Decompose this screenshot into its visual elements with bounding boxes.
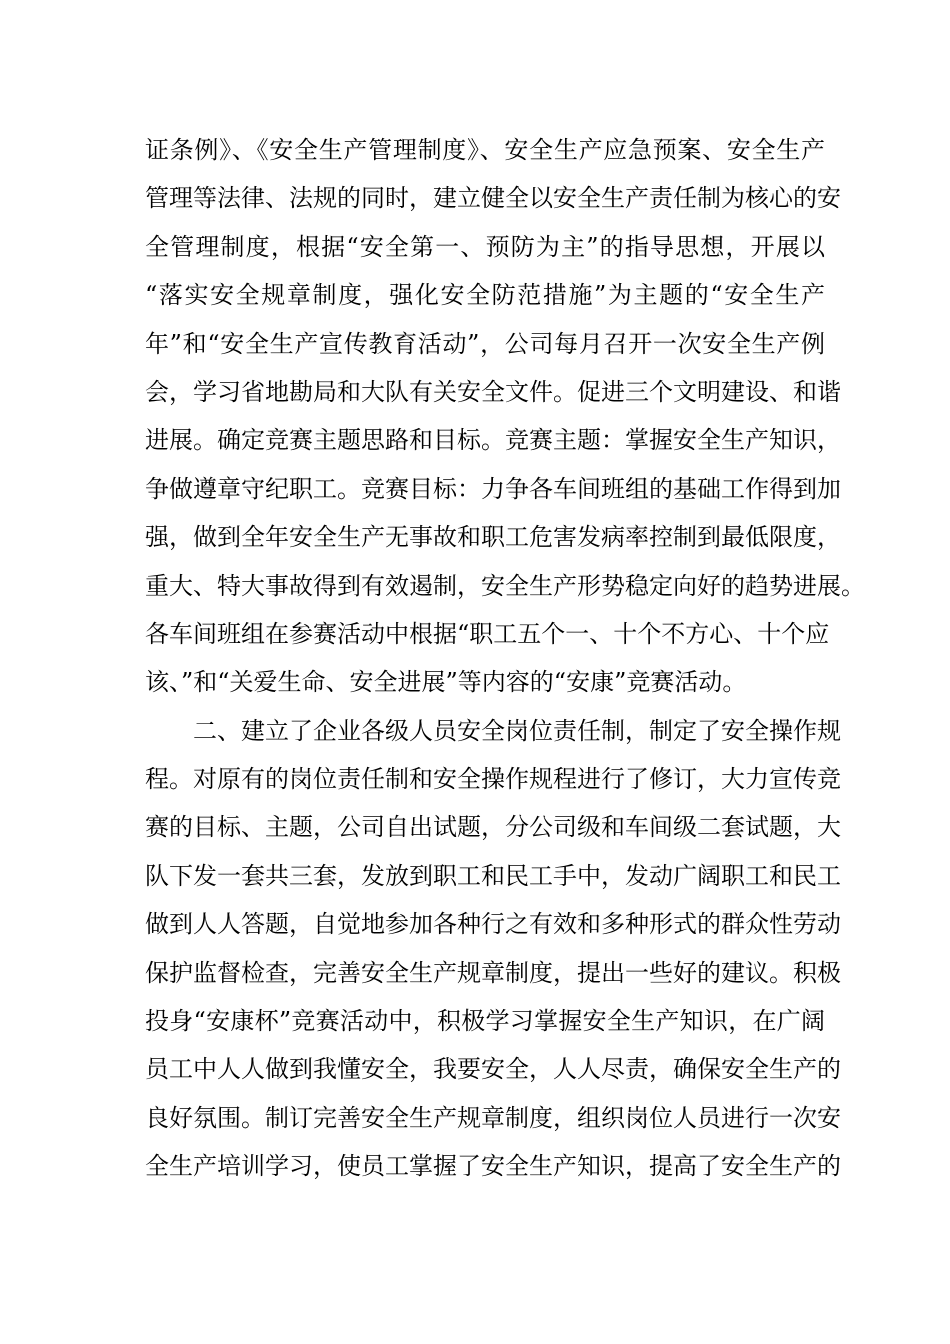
- text-line-15: 赛的目标、主题，公司自出试题，分公司级和车间级二套试题，大: [145, 813, 841, 842]
- text-line-18: 保护监督检查，完善安全生产规章制度，提出一些好的建议。积极: [145, 958, 841, 987]
- text-line-3: 全管理制度，根据“安全第一、预防为主”的指导思想，开展以: [145, 232, 825, 261]
- paragraph-start-line: 二、建立了企业各级人员安全岗位责任制，制定了安全操作规: [193, 716, 841, 745]
- text-line-17: 做到人人答题，自觉地参加各种行之有效和多种形式的群众性劳动: [145, 910, 841, 939]
- text-line-1: 证条例》、《安全生产管理制度》、安全生产应急预案、安全生产: [145, 136, 825, 164]
- text-line-7: 进展。确定竞赛主题思路和目标。竞赛主题：掌握安全生产知识，: [145, 426, 841, 455]
- text-line-12: 该、”和“关爱生命、安全进展”等内容的“安康”竞赛活动。: [145, 668, 747, 697]
- text-line-22: 全生产培训学习，使员工掌握了安全生产知识，提高了安全生产的: [145, 1152, 841, 1181]
- text-line-4: “落实安全规章制度，强化安全防范措施”为主题的“安全生产: [145, 281, 825, 310]
- text-line-19: 投身“安康杯”竞赛活动中，积极学习掌握安全生产知识，在广阔: [145, 1007, 825, 1036]
- text-line-2: 管理等法律、法规的同时，建立健全以安全生产责任制为核心的安: [145, 184, 841, 213]
- text-line-16: 队下发一套共三套，发放到职工和民工手中，发动广阔职工和民工: [145, 861, 841, 890]
- body-text: [145, 126, 865, 1191]
- text-line-6: 会，学习省地勘局和大队有关安全文件。促进三个文明建设、和谐: [145, 377, 841, 406]
- text-line-5: 年”和“安全生产宣传教育活动”，公司每月召开一次安全生产例: [145, 329, 825, 358]
- text-line-11: 各车间班组在参赛活动中根据“职工五个一、十个不方心、十个应: [145, 619, 830, 648]
- text-line-21: 良好氛围。制订完善安全生产规章制度，组织岗位人员进行一次安: [145, 1103, 841, 1132]
- text-line-10: 重大、特大事故得到有效遏制，安全生产形势稳定向好的趋势进展。: [145, 571, 865, 600]
- text-line-14: 程。对原有的岗位责任制和安全操作规程进行了修订，大力宣传竞: [145, 765, 841, 794]
- text-line-20: 员工中人人做到我懂安全，我要安全，人人尽责，确保安全生产的: [145, 1055, 841, 1084]
- text-line-8: 争做遵章守纪职工。竞赛目标：力争各车间班组的基础工作得到加: [145, 474, 841, 503]
- text-line-9: 强，做到全年安全生产无事故和职工危害发病率控制到最低限度，: [145, 523, 841, 552]
